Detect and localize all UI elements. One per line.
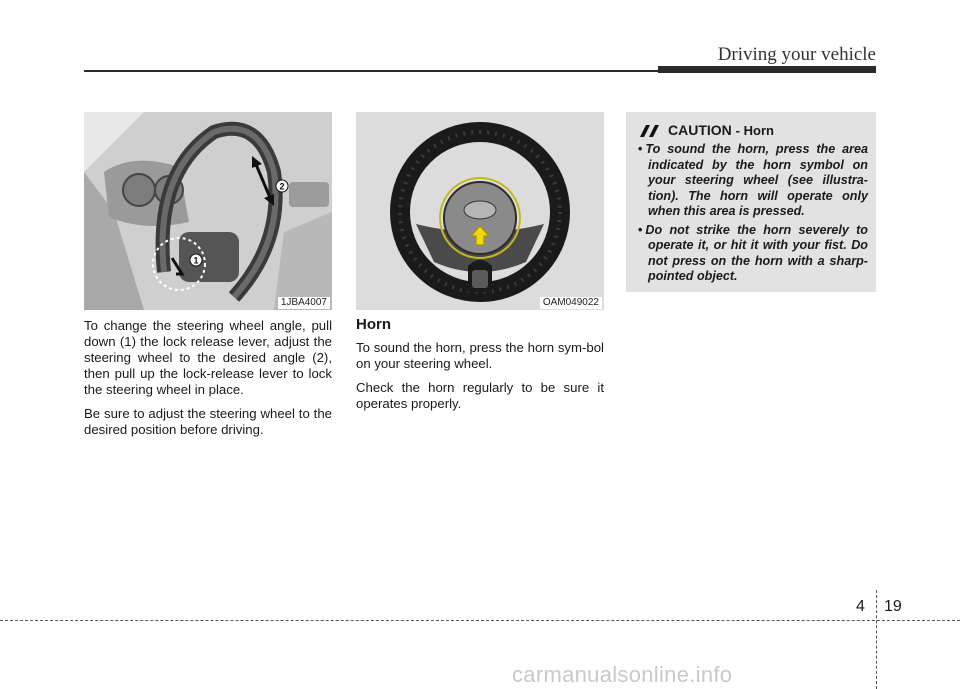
caution-box xyxy=(626,112,876,292)
tilt-paragraph-2: Be sure to adjust the steering wheel to the desired position before driving. xyxy=(84,406,332,437)
caution-item xyxy=(636,142,868,220)
caution-item-text: To sound the horn, press the area indicated by the horn symbol on your steering wheel (see illustra-tion). The horn will operate only when this area is pressed. xyxy=(645,142,868,218)
footer-divider xyxy=(876,590,877,689)
tilt-paragraph-1: To change the steering wheel angle, pull down (1) the lock release lever, adjust the steering wheel to the desired angle (2), then pull up the lock-release lever to lock the steering wheel in place. xyxy=(84,318,332,397)
caution-list xyxy=(636,142,868,288)
footer-rule xyxy=(0,620,960,621)
figure-horn xyxy=(356,112,604,310)
figure-code: OAM049022 xyxy=(540,297,602,309)
header-rule-accent xyxy=(658,66,876,73)
figure-marker-1: 1 xyxy=(193,255,199,266)
caution-stripe-icon xyxy=(638,124,660,140)
horn-illustration xyxy=(356,112,604,310)
caution-heading xyxy=(638,122,774,140)
header-title: Driving your vehicle xyxy=(717,44,876,65)
caution-subtitle: - Horn xyxy=(735,123,774,138)
page-chapter: 4 xyxy=(856,598,865,615)
bullet-icon: • xyxy=(638,222,643,237)
horn-paragraph-1: To sound the horn, press the horn sym-bol on your steering wheel. xyxy=(356,340,604,371)
bullet-icon: • xyxy=(638,142,643,156)
figure-steering-tilt xyxy=(84,112,332,310)
section-heading-horn: Horn xyxy=(356,316,391,333)
watermark: carmanualsonline.info xyxy=(512,662,733,687)
steering-tilt-illustration xyxy=(84,112,332,310)
figure-marker-2: 2 xyxy=(279,181,285,192)
caution-title: CAUTION xyxy=(668,122,732,138)
figure-code: 1JBA4007 xyxy=(278,297,330,309)
page-number: 19 xyxy=(884,598,902,615)
horn-paragraph-2: Check the horn regularly to be sure it operates properly. xyxy=(356,380,604,411)
caution-item xyxy=(636,223,868,285)
caution-item-text: Do not strike the horn severely to operate it, or hit it with your fist. Do not press on the horn with a sharp-pointed object. xyxy=(645,222,868,283)
